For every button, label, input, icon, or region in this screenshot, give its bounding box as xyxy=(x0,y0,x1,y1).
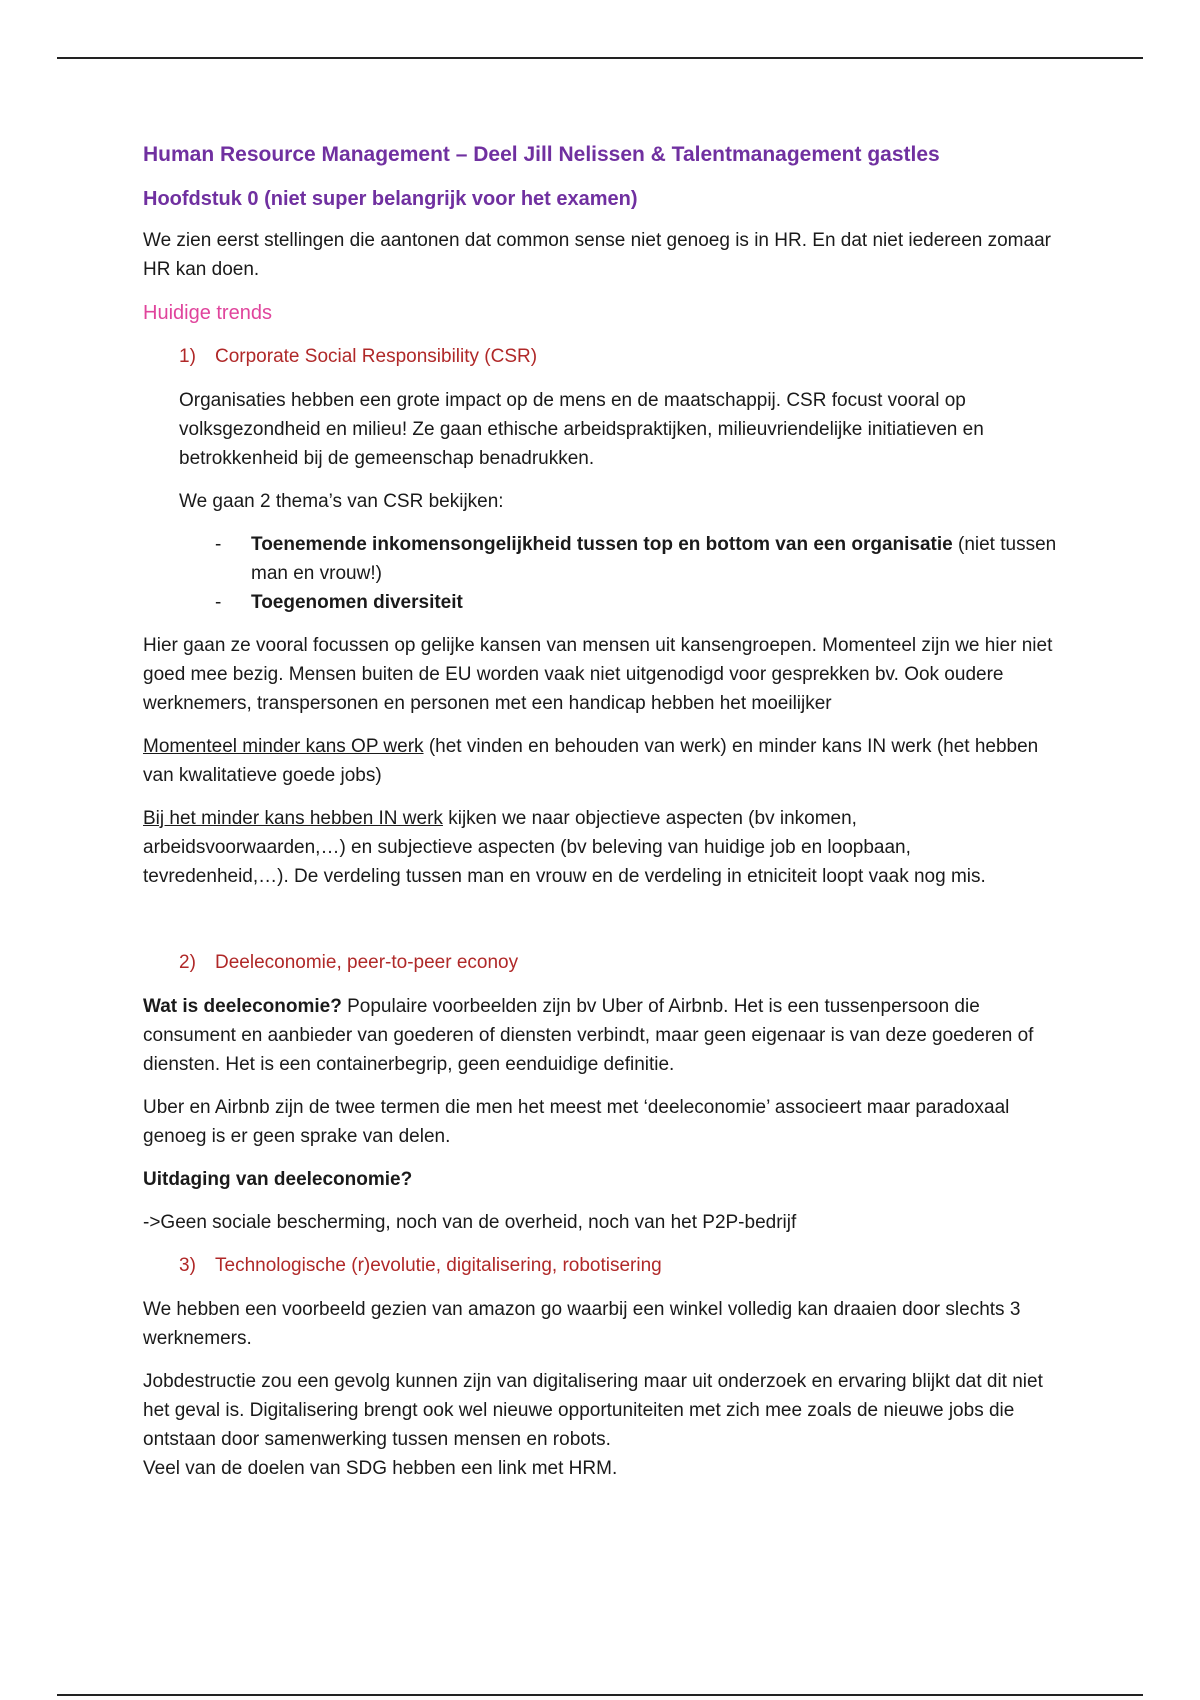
subheading-technologie xyxy=(179,1251,1058,1280)
subheading-text: Deeleconomie, peer-to-peer econoy xyxy=(215,952,519,973)
header-rule xyxy=(57,57,1143,59)
underlined-phrase: Bij het minder kans hebben IN werk xyxy=(143,808,443,829)
csr-paragraph-4 xyxy=(143,732,1058,790)
subheading-number: 2) xyxy=(179,952,196,973)
csr-paragraph-5 xyxy=(143,804,1058,891)
deel-paragraph-1 xyxy=(143,992,1058,1079)
tech-paragraph-3: Veel van de doelen van SDG hebben een link met HRM. xyxy=(143,1458,618,1479)
paragraph-rest: Populaire voorbeelden zijn bv Uber of Airbnb. Het is een tussenpersoon die consument en aanbieder van goederen of diensten verbindt, maar geen eigenaar is van deze goederen of diensten. Het is een containerbegrip, geen eenduidige definitie. xyxy=(143,996,1034,1075)
csr-paragraph-1: Organisaties hebben een grote impact op de mens en de maatschappij. CSR focust vooral op volksgezondheid en milieu! Ze gaan ethische arbeidspraktijken, milieuvriendelijke initiatieven en betrokkenheid bij de gemeenschap benadrukken. xyxy=(179,390,984,469)
bold-question: Uitdaging van deeleconomie? xyxy=(143,1169,413,1190)
subheading-csr xyxy=(179,342,1058,371)
paragraph-rest: (het vinden en behouden van werk) en minder kans IN werk (het hebben van kwalitatieve goede jobs) xyxy=(143,736,1039,786)
document-title: Human Resource Management – Deel Jill Nelissen & Talentmanagement gastles xyxy=(143,143,940,166)
tech-paragraph-2: Jobdestructie zou een gevolg kunnen zijn van digitalisering maar uit onderzoek en ervaring blijkt dat dit niet het geval is. Digitalisering brengt ook wel nieuwe opportuniteiten met zich mee zoals de nieuwe jobs die ontstaan door samenwerking tussen mensen en robots. xyxy=(143,1371,1043,1450)
bold-question: Wat is deeleconomie? xyxy=(143,996,342,1017)
list-item-rest: (niet tussen man en vrouw!) xyxy=(251,534,1057,584)
paragraph-rest: kijken we naar objectieve aspecten (bv inkomen, arbeidsvoorwaarden,…) en subjectieve aspecten (bv beleving van huidige job en loopbaan, tevredenheid,…). De verdeling tussen man en vrouw en de verdeling in etniciteit loopt vaak nog mis. xyxy=(143,808,986,887)
csr-paragraph-2: We gaan 2 thema’s van CSR bekijken: xyxy=(179,491,504,512)
subheading-text: Corporate Social Responsibility (CSR) xyxy=(215,346,538,367)
underlined-phrase: Momenteel minder kans OP werk xyxy=(143,736,424,757)
list-item xyxy=(143,588,1058,617)
deel-paragraph-4: ->Geen sociale bescherming, noch van de overheid, noch van het P2P-bedrijf xyxy=(143,1212,797,1233)
tech-paragraph-1: We hebben een voorbeeld gezien van amazon go waarbij een winkel volledig kan draaien door slechts 3 werknemers. xyxy=(143,1299,1021,1349)
subheading-deeleconomie xyxy=(179,948,1058,977)
subheading-number: 1) xyxy=(179,346,196,367)
deel-paragraph-2: Uber en Airbnb zijn de twee termen die men het meest met ‘deeleconomie’ associeert maar paradoxaal genoeg is er geen sprake van delen. xyxy=(143,1097,1010,1147)
csr-paragraph-3: Hier gaan ze vooral focussen op gelijke kansen van mensen uit kansengroepen. Momenteel zijn we hier niet goed mee bezig. Mensen buiten de EU worden vaak niet uitgenodigd voor gesprekken bv. Ook oudere werknemers, transpersonen en personen met een handicap hebben het moeilijker xyxy=(143,635,1053,714)
deel-paragraph-3 xyxy=(143,1165,1058,1194)
chapter-heading: Hoofdstuk 0 (niet super belangrijk voor het examen) xyxy=(143,188,638,210)
subheading-text: Technologische (r)evolutie, digitalisering, robotisering xyxy=(215,1255,662,1276)
subheading-number: 3) xyxy=(179,1255,196,1276)
section-heading-trends: Huidige trends xyxy=(143,302,272,324)
list-item-bold: Toegenomen diversiteit xyxy=(251,592,463,613)
intro-paragraph: We zien eerst stellingen die aantonen dat common sense niet genoeg is in HR. En dat niet iedereen zomaar HR kan doen. xyxy=(143,230,1051,280)
csr-theme-list xyxy=(143,530,1058,617)
list-item xyxy=(143,530,1058,588)
dash-marker: - xyxy=(215,592,222,613)
list-item-bold: Toenemende inkomensongelijkheid tussen top en bottom van een organisatie xyxy=(251,534,953,555)
document-body xyxy=(143,140,1058,1483)
footer-rule xyxy=(57,1694,1143,1696)
dash-marker: - xyxy=(215,534,222,555)
